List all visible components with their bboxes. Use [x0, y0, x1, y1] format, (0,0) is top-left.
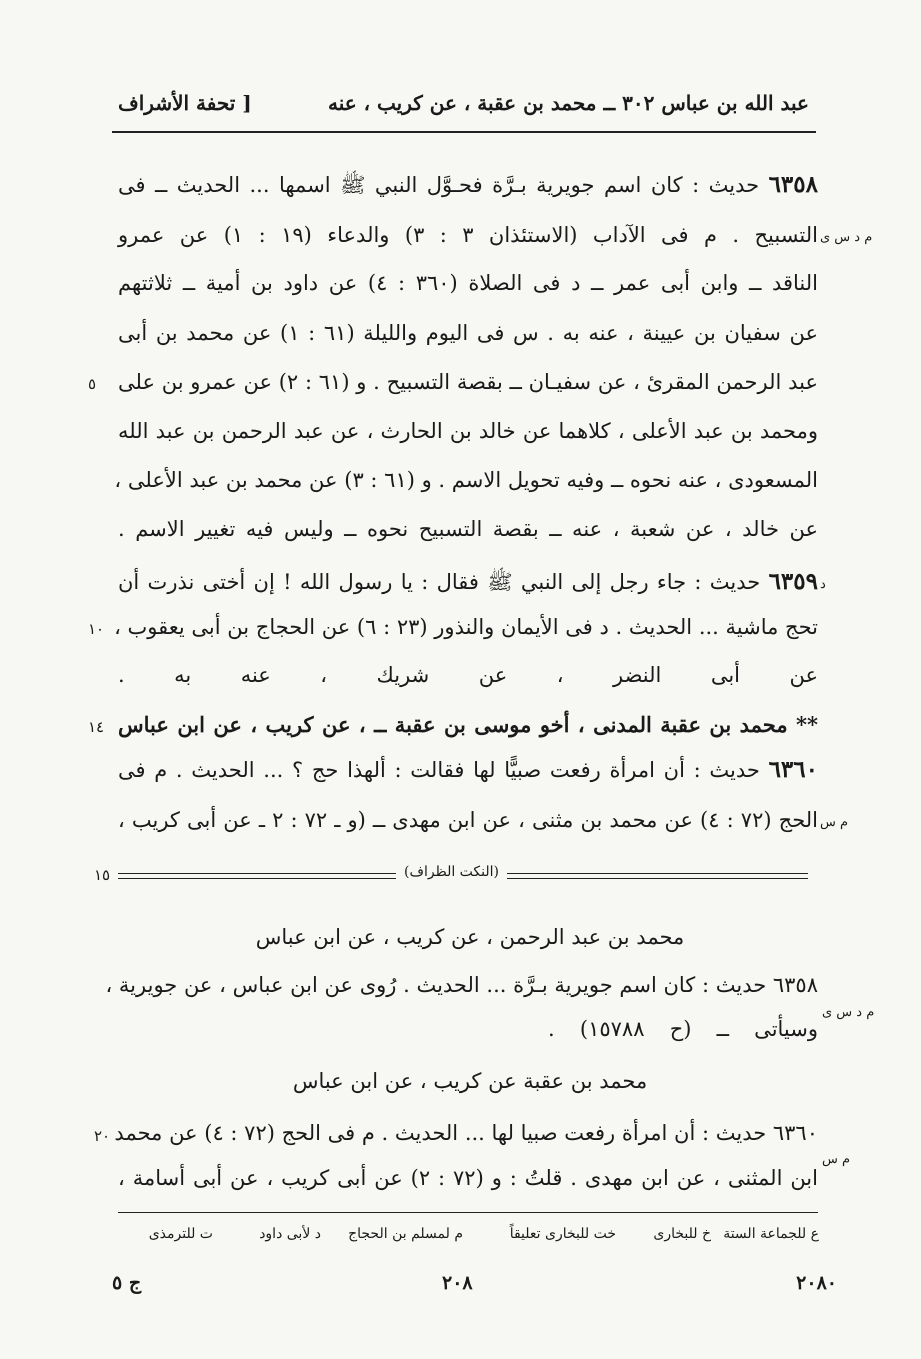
line-text: تحج ماشية ... الحديث . د فى الأيمان والنذور (٢٣ : ٦) عن الحجاج بن أبى يعقوب ، — [114, 615, 818, 639]
line-text: عن سفيان بن عيينة ، عنه به . س فى اليوم والليلة (٦١ : ١) عن محمد بن أبى — [118, 321, 818, 345]
note-line: ابن المثنى ، عن ابن مهدى . قلتُ : و (٧٢ : ٢) عن أبى كريب ، عن أبى أسامة ، — [118, 1166, 818, 1190]
header-rule — [112, 131, 816, 133]
footnote-item: ع للجماعة الستة — [723, 1226, 819, 1242]
footnote-item: خ للبخارى — [653, 1226, 711, 1242]
line-number: ٢٠ — [94, 1127, 111, 1145]
note-line: ٦٣٥٨ حديث : كان اسم جويرية بـرَّة ... الحديث . رُوى عن ابن عباس ، عن جويرية ، — [105, 973, 818, 997]
line-text: التسبيح . م فى الآداب (الاستئذان ٣ : ٣) والدعاء (١٩ : ١) عن عمرو — [118, 223, 819, 247]
margin-siglum: م د س ى — [820, 230, 873, 245]
hadith-number: ٦٣٥٨ — [768, 171, 818, 198]
text-line — [118, 755, 818, 785]
running-header-left: [ تحفة الأشراف — [118, 91, 252, 115]
line-text: عن أبى النضر ، عن شريك ، عنه به . — [118, 663, 818, 687]
text-line — [118, 170, 818, 200]
note-line: ٦٣٦٠ حديث : أن امرأة رفعت صبيا لها ... الحديث . م فى الحج (٧٢ : ٤) عن محمد — [114, 1121, 818, 1145]
text-line — [118, 660, 818, 690]
page-number: ٢٠٨ — [442, 1272, 473, 1294]
text-line — [118, 318, 818, 348]
footnote-item: خت للبخارى تعليقاً — [509, 1226, 616, 1242]
footnote-item: م لمسلم بن الحجاج — [348, 1226, 463, 1242]
volume-number: ج ٥ — [112, 1272, 142, 1294]
text-line — [118, 567, 818, 597]
line-text: عبد الرحمن المقرئ ، عن سفيـان ــ بقصة التسبيح . و (٦١ : ٢) عن عمرو بن على — [118, 370, 818, 394]
line-text: ومحمد بن عبد الأعلى ، كلاهما عن خالد بن الحارث ، عن عبد الرحمن بن عبد الله — [118, 419, 818, 443]
note-siglum: م د س ى — [822, 1005, 875, 1020]
note-siglum: م س — [822, 1152, 851, 1167]
line-text: ** محمد بن عقبة المدنى ، أخو موسى بن عقبة ــ ، عن كريب ، عن ابن عباس — [118, 712, 818, 737]
margin-siglum: م س — [820, 815, 849, 830]
line-text: حديث : جاء رجل إلى النبي ﷺ فقال : يا رسول الله ! إن أختى نذرت أن — [118, 570, 761, 594]
line-text: الحج (٧٢ : ٤) عن محمد بن مثنى ، عن ابن مهدى ــ (و ـ ٧٢ : ٢ ـ عن أبى كريب ، — [118, 808, 818, 832]
line-text: الناقد ــ وابن أبى عمر ــ د فى الصلاة (٣٦٠ : ٤) عن داود بن أمية ــ ثلاثتهم — [118, 271, 818, 295]
text-line — [118, 805, 818, 835]
separator-label: (النكت الظراف) — [396, 864, 507, 880]
text-line — [118, 710, 818, 740]
text-line — [118, 416, 818, 446]
line-number: ١٤ — [88, 718, 105, 736]
line-text: حديث : كان اسم جويرية بـرَّة فحـوَّل النبي ﷺ اسمها ... الحديث ــ فى — [118, 173, 760, 197]
text-line — [118, 367, 818, 397]
line-text: عن خالد ، عن شعبة ، عنه ــ بقصة التسبيح نحوه ــ وليس فيه تغيير الاسم . — [118, 517, 818, 541]
line-text: المسعودى ، عنه نحوه ــ وفيه تحويل الاسم . و (٦١ : ٣) عن محمد بن عبد الأعلى ، — [114, 468, 818, 492]
text-line — [118, 220, 818, 250]
hadith-number: ٦٣٥٩ — [768, 568, 818, 595]
text-line — [118, 268, 818, 298]
line-number: ١٥ — [94, 866, 111, 884]
text-line — [114, 465, 818, 495]
footnote-item: د لأبى داود — [259, 1226, 321, 1242]
line-text: حديث : أن امرأة رفعت صبيًّا لها فقالت : ألهذا حج ؟ ... الحديث . م فى — [118, 758, 760, 782]
running-header-right: عبد الله بن عباس ٣٠٢ ــ محمد بن عقبة ، عن كريب ، عنه — [327, 91, 809, 115]
note-line: وسيأتى ــ (ح ١٥٧٨٨) . — [548, 1017, 819, 1041]
entry-number: ٢٠٨٠ — [796, 1272, 837, 1294]
footnote-item: ت للترمذى — [148, 1226, 213, 1242]
line-number: ١٠ — [88, 620, 105, 638]
notes-chain-title: محمد بن عقبة عن كريب ، عن ابن عباس — [292, 1069, 648, 1093]
footnote-rule — [118, 1212, 818, 1213]
margin-siglum: د — [820, 577, 826, 592]
text-line — [118, 514, 818, 544]
hadith-number: ٦٣٦٠ — [768, 756, 818, 783]
notes-chain-title: محمد بن عبد الرحمن ، عن كريب ، عن ابن عباس — [255, 925, 685, 949]
text-line — [114, 612, 818, 642]
line-number: ٥ — [88, 375, 97, 393]
